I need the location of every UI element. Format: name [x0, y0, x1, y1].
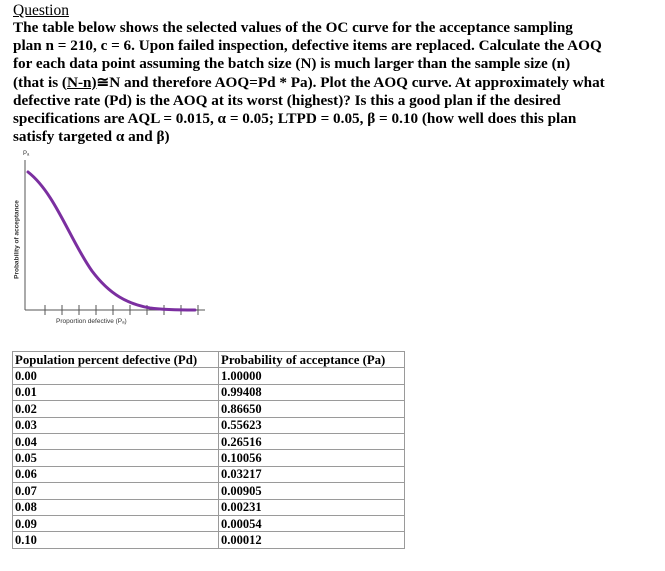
pa-cell: 1.00000 — [219, 368, 405, 384]
pd-cell: 0.04 — [13, 433, 219, 449]
pa-cell: 0.00012 — [219, 532, 405, 548]
pa-cell: 0.10056 — [219, 450, 405, 466]
pa-cell: 0.86650 — [219, 401, 405, 417]
table-row — [13, 433, 405, 449]
table-row — [13, 401, 405, 417]
pd-cell: 0.09 — [13, 515, 219, 531]
table-row — [13, 499, 405, 515]
pd-cell: 0.01 — [13, 384, 219, 400]
table-row — [13, 384, 405, 400]
question-line-3: for each data point assuming the batch size (N) is much larger than the sample size (n) — [13, 55, 571, 73]
pa-cell: 0.99408 — [219, 384, 405, 400]
y-axis-top-label: Pₐ — [23, 151, 30, 157]
question-line-4 — [13, 74, 653, 92]
pd-cell: 0.07 — [13, 483, 219, 499]
table-header-row — [13, 352, 405, 368]
pd-cell: 0.02 — [13, 401, 219, 417]
pd-cell: 0.03 — [13, 417, 219, 433]
table-body — [13, 368, 405, 548]
pa-cell: 0.00054 — [219, 515, 405, 531]
pa-cell: 0.55623 — [219, 417, 405, 433]
oc-values-table — [12, 351, 405, 549]
table-row — [13, 368, 405, 384]
header-pa: Probability of acceptance (Pa) — [219, 352, 405, 368]
question-line-5: defective rate (Pd) is the AOQ at its worst (highest)? Is this a good plan if the desired — [13, 91, 561, 109]
pd-cell: 0.06 — [13, 466, 219, 482]
table-row — [13, 466, 405, 482]
question-body — [13, 19, 653, 146]
line4-part-b: ≅N and therefore AOQ=Pd * Pa). Plot the AOQ curve. At approximately what — [96, 73, 605, 91]
y-axis-label: Probability of acceptance — [13, 200, 21, 279]
table-row — [13, 483, 405, 499]
pa-cell: 0.00905 — [219, 483, 405, 499]
line4-part-underlined: N-n) — [67, 73, 97, 91]
pa-cell: 0.26516 — [219, 433, 405, 449]
pd-cell: 0.10 — [13, 532, 219, 548]
x-axis-label: Proportion defective (Pₐ) — [56, 318, 127, 325]
pd-cell: 0.05 — [13, 450, 219, 466]
table-row — [13, 515, 405, 531]
question-line-7: satisfy targeted α and β) — [13, 128, 170, 146]
pd-cell: 0.08 — [13, 499, 219, 515]
table-row — [13, 417, 405, 433]
pa-cell: 0.03217 — [219, 466, 405, 482]
question-line-1: The table below shows the selected values of the OC curve for the acceptance sampling — [13, 19, 573, 36]
header-pd: Population percent defective (Pd) — [13, 352, 219, 368]
oc-curve-line — [28, 172, 195, 310]
oc-curve-figure — [0, 148, 215, 333]
table-row — [13, 450, 405, 466]
question-heading: Question — [13, 2, 69, 19]
pd-cell: 0.00 — [13, 368, 219, 384]
oc-curve-svg — [0, 148, 215, 333]
line4-part-a: (that is ( — [13, 73, 67, 91]
question-line-2: plan n = 210, c = 6. Upon failed inspection, defective items are replaced. Calculate the AOQ — [13, 37, 602, 55]
table-row — [13, 532, 405, 548]
question-line-6: specifications are AQL = 0.015, α = 0.05; LTPD = 0.05, β = 0.10 (how well does this plan — [13, 110, 577, 128]
pa-cell: 0.00231 — [219, 499, 405, 515]
